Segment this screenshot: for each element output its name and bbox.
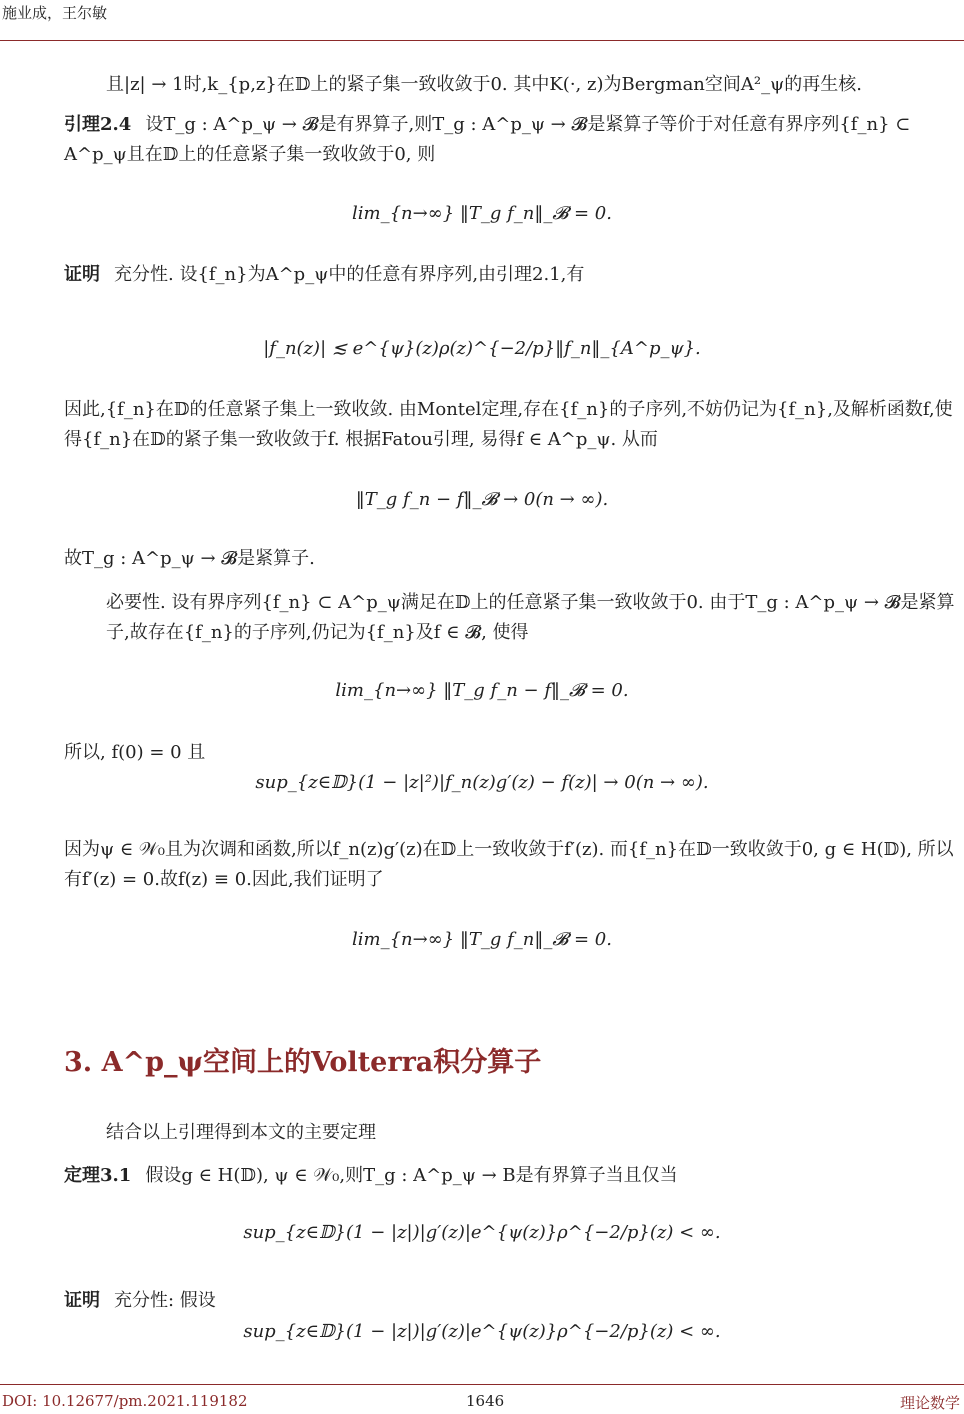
header-rule — [0, 40, 964, 41]
equation-7: sup_{z∈𝔻}(1 − |z|)|g′(z)|e^{ψ(z)}ρ^{−2/p}(z) < ∞. — [243, 1222, 721, 1243]
footer-rule — [0, 1384, 964, 1385]
proof2-text: 充分性: 假设 — [114, 1290, 216, 1311]
page-number: 1646 — [466, 1392, 505, 1410]
paragraph-2: 因此,{f_n}在𝔻的任意紧子集上一致收敛. 由Montel定理,存在{f_n}的子序列,不妨仍记为{f_n},及解析函数f,使得{f_n}在𝔻的紧子集一致收敛于f. 根据Fatou引理, 易得f ∈ A^p_ψ. 从而 — [64, 399, 953, 450]
proof-text-1: 充分性. 设{f_n}为A^p_ψ中的任意有界序列,由引理2.1,有 — [114, 264, 585, 285]
footer-journal[interactable]: 理论数学 — [899, 1394, 960, 1412]
equation-1: lim_{n→∞} ‖T_g f_n‖_𝓑 = 0. — [352, 203, 612, 224]
equation-8: sup_{z∈𝔻}(1 − |z|)|g′(z)|e^{ψ(z)}ρ^{−2/p}(z) < ∞. — [243, 1321, 721, 1342]
footer-doi[interactable]: DOI: 10.12677/pm.2021.119182 — [2, 1392, 248, 1410]
lemma-text: 设T_g : A^p_ψ → 𝓑是有界算子,则T_g : A^p_ψ → 𝓑是紧算子等价于对任意有界序列{f_n} ⊂ A^p_ψ且在𝔻上的任意紧子集一致收敛于0, 则 — [64, 114, 911, 165]
proof-paragraph-2 — [64, 1288, 964, 1314]
equation-5: sup_{z∈𝔻}(1 − |z|²)|f_n(z)g′(z) − f(z)| → 0(n → ∞). — [255, 772, 709, 793]
compact-conclusion: 故T_g : A^p_ψ → 𝓑是紧算子. — [64, 548, 315, 569]
proof-label: 证明 — [64, 264, 100, 285]
paragraph-4: 因为ψ ∈ 𝒲₀且为次调和函数,所以f_n(z)g′(z)在𝔻上一致收敛于f′(z). 而{f_n}在𝔻一致收敛于0, g ∈ H(𝔻), 所以有f′(z) = 0.故f(z) ≡ 0.因此,我们证明了 — [64, 839, 954, 890]
lemma-label: 引理2.4 — [64, 114, 132, 135]
theorem-3-1 — [64, 1163, 964, 1189]
equation-3: ‖T_g f_n − f‖_𝓑 → 0(n → ∞). — [355, 489, 609, 510]
equation-2: |f_n(z)| ≲ e^{ψ}(z)ρ(z)^{−2/p}‖f_n‖_{A^p_ψ}. — [263, 338, 701, 359]
paragraph-1: 且|z| → 1时,k_{p,z}在𝔻上的紧子集一致收敛于0. 其中K(·, z)为Bergman空间A²_ψ的再生核. — [106, 74, 862, 95]
section-heading: 3. A^p_ψ空间上的Volterra积分算子 — [64, 1047, 542, 1078]
paragraph-so: 所以, f(0) = 0 且 — [64, 742, 206, 763]
equation-4: lim_{n→∞} ‖T_g f_n − f‖_𝓑 = 0. — [335, 680, 629, 701]
proof2-label: 证明 — [64, 1290, 100, 1311]
running-header-authors: 施业成，王尔敏 — [2, 4, 108, 22]
theorem-label: 定理3.1 — [64, 1165, 132, 1186]
equation-6: lim_{n→∞} ‖T_g f_n‖_𝓑 = 0. — [352, 929, 612, 950]
lemma-2-4 — [64, 110, 964, 170]
theorem-text: 假设g ∈ H(𝔻), ψ ∈ 𝒲₀,则T_g : A^p_ψ → B是有界算子当且仅当 — [145, 1165, 678, 1186]
paragraph-intro: 结合以上引理得到本文的主要定理 — [106, 1122, 376, 1143]
paragraph-3: 必要性. 设有界序列{f_n} ⊂ A^p_ψ满足在𝔻上的任意紧子集一致收敛于0. 由于T_g : A^p_ψ → 𝓑是紧算子,故存在{f_n}的子序列,仍记为{f_n}及f ∈ 𝓑, 使得 — [106, 592, 955, 643]
proof-paragraph-1 — [64, 262, 964, 288]
